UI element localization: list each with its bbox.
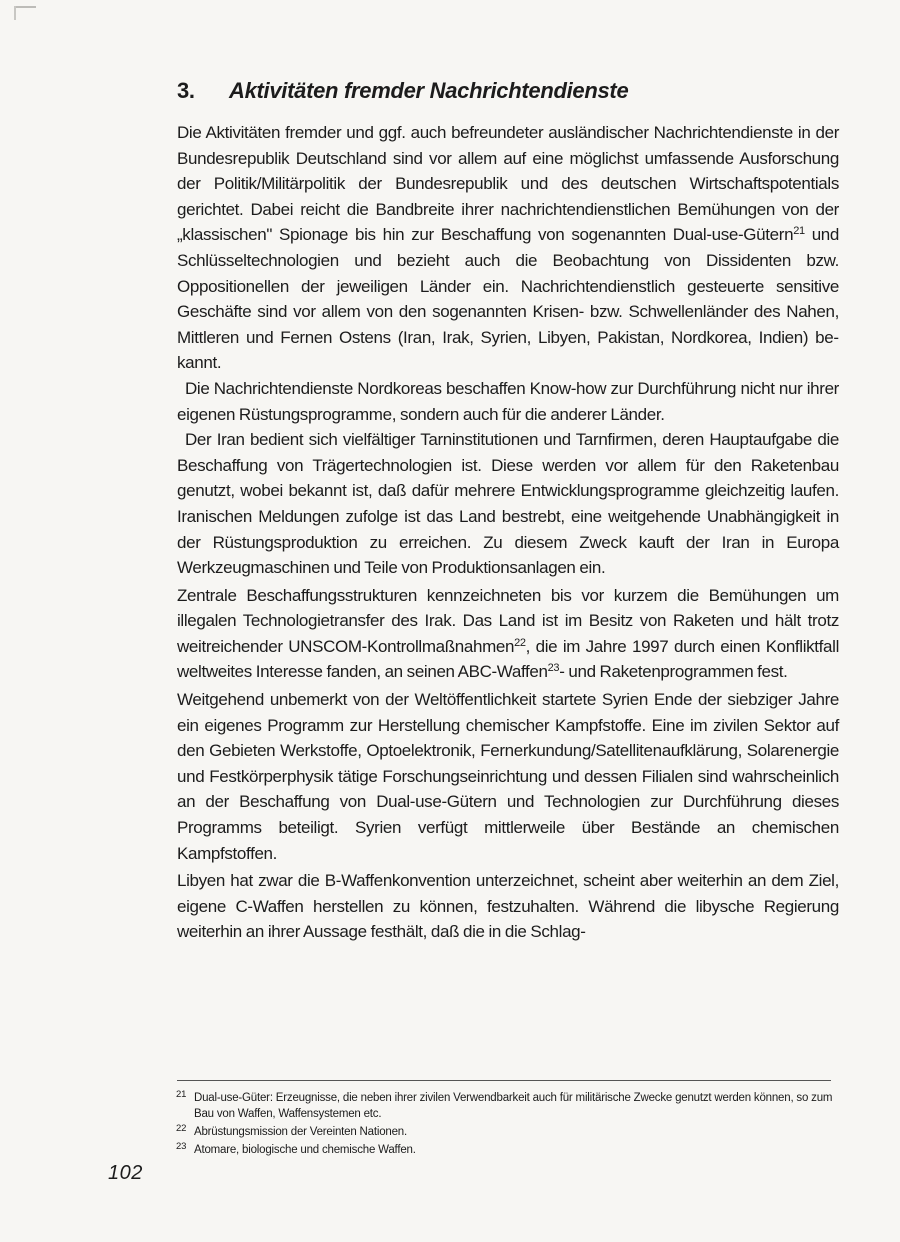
footnote-mark: 22 xyxy=(176,1123,187,1134)
footnote-ref-21: 21 xyxy=(793,225,805,238)
paragraph-4-part-c: - und Raketenprogrammen fest. xyxy=(559,662,788,682)
paragraph-1-part-b: und Schlüsseltechnologien und bezieht auch die Beobachtung von Dissidenten bzw. Oppositionellen der jeweiligen Länder ein. Nachrichtendienstlich gesteuerte sensitive Geschäfte sind vor allem von den sogenannten Krisen- bzw. Schwellenländer des Nahen, Mittleren und Fernen Ostens (Iran, Irak, Syrien, Libyen, Pakistan, Nordkorea, Indien) bekannt. xyxy=(177,225,840,373)
paragraph-5: Weitgehend unbemerkt von der Weltöffentlichkeit startete Syrien Ende der siebziger Jahre ein eigenes Programm zur Herstellung chemischer Kampfstoffe. Eine im zivilen Sektor auf den Gebieten Werkstoffe, Optoelektronik, Fernerkundung/Satellitenaufklärung, Solarenergie und Festkörperphysik tätige Forschungseinrichtung und dessen Filialen sind wahrscheinlich an der Beschaffung von Dual-use-Gütern und Technologien zur Durchführung dieses Programms beteiligt. Syrien verfügt mittlerweile über Bestände an chemischen Kampfstoffen. xyxy=(177,690,839,863)
footnote-ref-22: 22 xyxy=(514,636,526,649)
footnote-text: Abrüstungsmission der Vereinten Nationen. xyxy=(194,1126,407,1138)
section-number: 3. xyxy=(177,78,195,103)
footnote-21 xyxy=(176,1090,838,1122)
footnote-22 xyxy=(176,1124,838,1140)
paragraph-4 xyxy=(177,583,839,685)
section-heading xyxy=(177,78,839,104)
footnote-text: Dual-use-Güter: Erzeugnisse, die neben ihrer zivilen Verwendbarkeit auch für militärische Zwecke genutzt werden können, so zum Bau von Waffen, Waffensystemen etc. xyxy=(194,1092,833,1120)
footnote-mark: 23 xyxy=(176,1141,187,1152)
paragraph-4-part-b: , die im Jahre 1997 durch einen Konfliktfall weltweites Interesse fanden, an seinen ABC-Waffen xyxy=(177,636,840,682)
page-number: 102 xyxy=(108,1162,143,1184)
section-title: Aktivitäten fremder Nachrichtendienste xyxy=(229,78,629,103)
scan-corner-mark xyxy=(14,6,36,14)
footnote-23 xyxy=(176,1142,838,1158)
paragraph-6: Libyen hat zwar die B-Waffenkonvention unterzeichnet, scheint aber weiterhin an dem Ziel, eigene C-Waffen herstellen zu können, festzuhalten. Während die libysche Regierung weiterhin an ihrer Aussage festhält, daß die in die Schlag- xyxy=(177,871,839,942)
paragraph-3: Der Iran bedient sich vielfältiger Tarninstitutionen und Tarnfirmen, deren Hauptaufgabe die Beschaffung von Trägertechnologien ist. Diese werden vor allem für den Raketenbau genutzt, wobei bekannt ist, daß dafür mehrere Entwicklungsprogramme gleichzeitig laufen. Iranischen Meldungen zufolge ist das Land bestrebt, eine weitgehende Unabhängigkeit in der Rüstungsproduktion zu erreichen. Zu diesem Zweck kauft der Iran in Europa Werkzeugmaschinen und Teile von Produktionsanlagen ein. xyxy=(177,430,839,578)
paragraph-2: Die Nachrichtendienste Nordkoreas beschaffen Know-how zur Durchführung nicht nur ihrer eigenen Rüstungsprogramme, sondern auch für die anderer Länder. xyxy=(177,378,839,424)
paragraph-1 xyxy=(177,120,839,376)
body-text xyxy=(177,120,839,945)
footnote-divider xyxy=(177,1080,831,1081)
footnote-mark: 21 xyxy=(176,1089,187,1100)
footnote-ref-23: 23 xyxy=(547,662,560,675)
paragraph-4-part-a: Zentrale Beschaffungsstrukturen kennzeichneten bis vor kurzem die Bemühungen um illegalen Technologietransfer des Irak. Das Land ist im Besitz von Raketen und hält trotz weitreichender UNSCOM-Kontrollmaßnahmen xyxy=(177,585,839,656)
footnotes xyxy=(176,1090,838,1160)
page-content xyxy=(177,78,839,945)
footnote-text: Atomare, biologische und chemische Waffen. xyxy=(194,1144,416,1156)
paragraph-1-part-a: Die Aktivitäten fremder und ggf. auch befreundeter ausländischer Nachrichtendienste in der Bundesrepublik Deutschland sind vor allem auf eine möglichst umfassende Ausforschung der Politik/Militärpolitik der Bundesrepublik und des deutschen Wirtschaftspotentials gerichtet. Dabei reicht die Bandbreite ihrer nachrichtendienstlichen Bemühungen von der „klassischen" Spionage bis hin zur Beschaffung von sogenannten Dual-use-Gütern xyxy=(177,123,839,245)
